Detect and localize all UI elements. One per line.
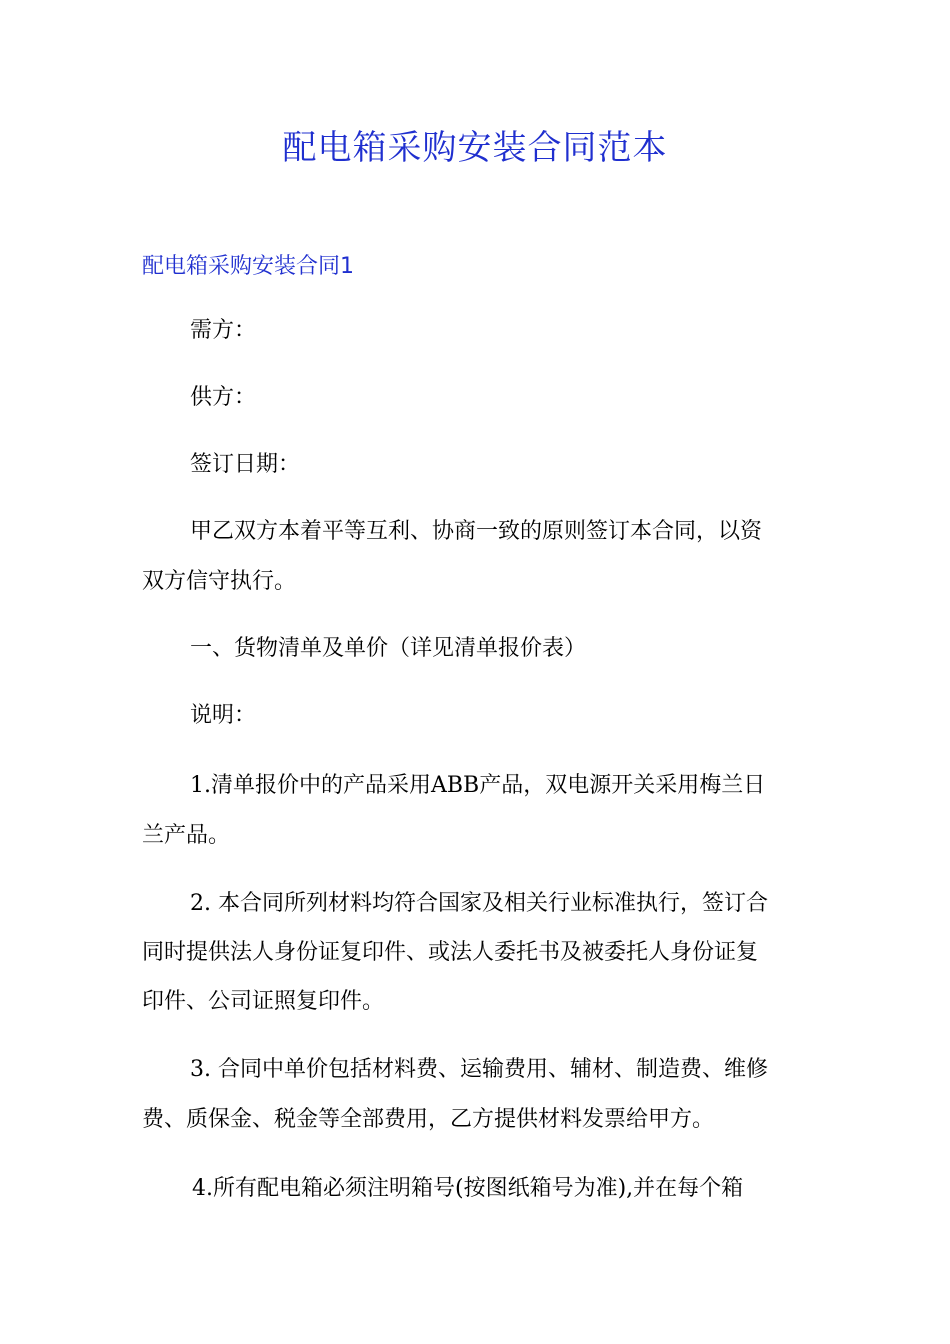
note-item-2-continued: 印件、公司证照复印件。: [142, 989, 385, 1014]
note-item-3: 3. 合同中单价包括材料费、运输费用、辅材、制造费、维修: [190, 1057, 768, 1082]
note-item-3-continued: 费、质保金、税金等全部费用，乙方提供材料发票给甲方。: [142, 1107, 715, 1132]
note-item-1: 1.清单报价中的产品采用ABB产品，双电源开关采用梅兰日: [190, 773, 766, 798]
note-item-1-continued: 兰产品。: [142, 823, 231, 848]
note-label: 说明：: [190, 703, 257, 728]
paragraph-line: 甲乙双方本着平等互利、协商一致的原则签订本合同，以资: [190, 519, 763, 544]
note-item-2-continued: 同时提供法人身份证复印件、或法人委托书及被委托人身份证复: [142, 940, 759, 965]
note-item-2: 2. 本合同所列材料均符合国家及相关行业标准执行，签订合: [190, 891, 768, 916]
document-title: 配电箱采购安装合同范本: [282, 128, 668, 168]
clause-heading: 一、货物清单及单价（详见清单报价表）: [190, 636, 587, 661]
note-item-4: 4.所有配电箱必须注明箱号(按图纸箱号为准),并在每个箱: [192, 1176, 744, 1201]
section-heading: 配电箱采购安装合同1: [142, 254, 354, 279]
signing-date-line: 签订日期：: [190, 452, 301, 477]
paragraph-line: 双方信守执行。: [142, 569, 297, 594]
supply-party-line: 供方：: [190, 385, 257, 410]
demand-party-line: 需方：: [190, 318, 257, 343]
